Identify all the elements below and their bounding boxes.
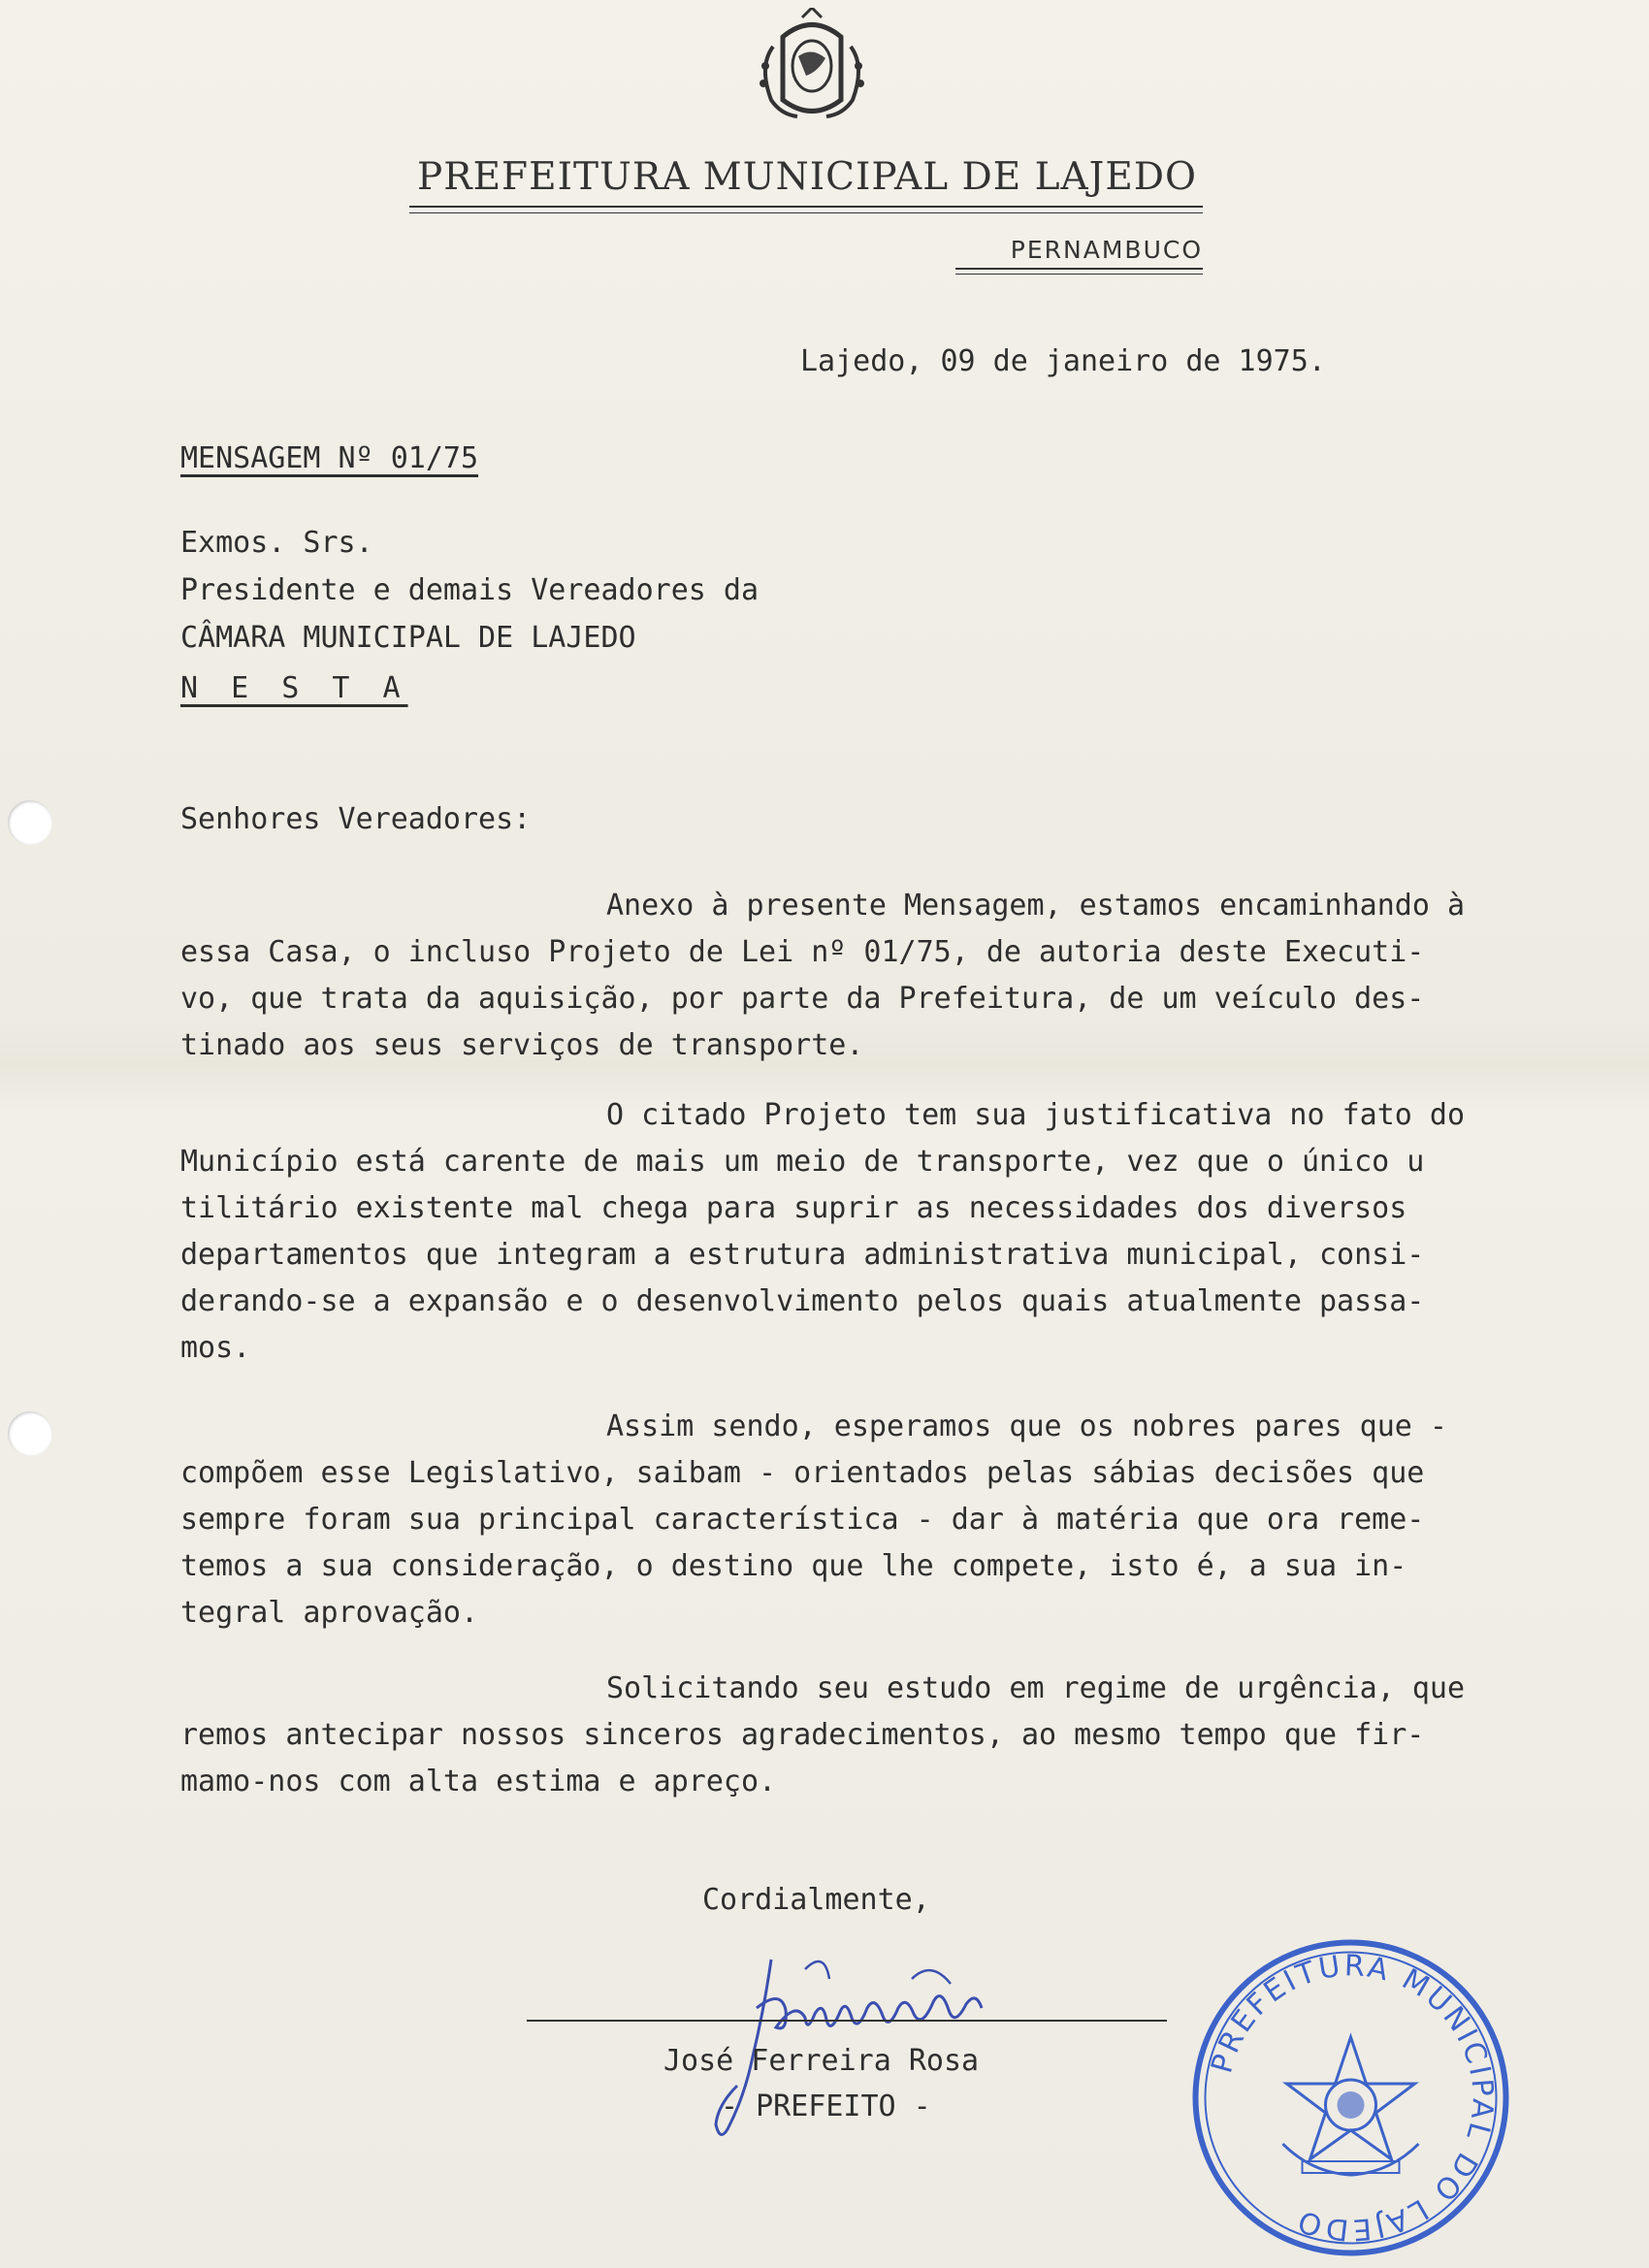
date-line: Lajedo, 09 de janeiro de 1975. [800,344,1326,378]
paragraph-1 [180,883,1558,1069]
letterhead-state: PERNAMBUCO [1010,236,1203,264]
state-rule [955,268,1203,270]
recipient-line-2: Presidente e demais Vereadores da [180,573,760,607]
punch-hole-bottom [8,1411,52,1456]
paragraph-3 [180,1404,1558,1636]
paragraph-4 [180,1666,1558,1805]
paragraph-line: departamentos que integram a estrutura administrativa municipal, consi- [180,1238,1425,1272]
state-rule-thin [955,274,1203,275]
municipal-stamp-seal [1188,1935,1513,2260]
paragraph-line: derando-se a expansão e o desenvolvimento pelos quais atualmente passa- [180,1284,1425,1318]
signer-name: José Ferreira Rosa [663,2044,980,2078]
paragraph-line: sempre foram sua principal característica - dar à matéria que ora reme- [180,1503,1425,1537]
letterhead-org-name: PREFEITURA MUNICIPAL DE LAJEDO [416,155,1198,199]
paragraph-line: Solicitando seu estudo em regime de urgência, que [606,1671,1466,1705]
paragraph-line: temos a sua consideração, o destino que lhe compete, isto é, a sua in- [180,1549,1407,1583]
signature-line [527,2020,1167,2022]
recipient-line-1: Exmos. Srs. [180,526,373,560]
signer-title: - PREFEITO - [721,2090,931,2123]
paragraph-line: tegral aprovação. [180,1596,479,1630]
paragraph-line: compõem esse Legislativo, saibam - orientados pelas sábias decisões que [180,1456,1425,1490]
letterhead-rule [409,206,1203,208]
paragraph-line: mamo-nos com alta estima e apreço. [180,1765,777,1798]
paragraph-line: tilitário existente mal chega para suprir as necessidades dos diversos [180,1191,1407,1225]
paragraph-line: vo, que trata da aquisição, por parte da Prefeitura, de um veículo des- [180,982,1425,1016]
paragraph-line: mos. [180,1331,251,1365]
paragraph-line: remos antecipar nossos sinceros agradecimentos, ao mesmo tempo que fir- [180,1718,1425,1752]
letterhead-rule-thin [409,212,1203,213]
message-number: MENSAGEM Nº 01/75 [180,441,479,475]
paragraph-line: Município está carente de mais um meio de transporte, vez que o único u [180,1145,1425,1179]
recipient-line-4: N E S T A [180,671,408,705]
paragraph-2 [180,1092,1558,1372]
paragraph-line: essa Casa, o incluso Projeto de Lei nº 01/75, de autoria deste Executi- [180,935,1425,969]
recipient-line-3: CÂMARA MUNICIPAL DE LAJEDO [180,621,636,655]
paragraph-line: O citado Projeto tem sua justificativa no fato do [606,1098,1466,1132]
paragraph-line: tinado aos seus serviços de transporte. [180,1028,864,1062]
seal-text: PREFEITURA MUNICIPAL DO LAJEDO [1205,1949,1500,2247]
punch-hole-top [8,800,52,845]
salutation: Senhores Vereadores: [180,802,532,836]
paragraph-line: Anexo à presente Mensagem, estamos encaminhando à [606,889,1466,923]
paragraph-line: Assim sendo, esperamos que os nobres pares que - [606,1409,1447,1443]
municipal-crest-icon [744,8,880,134]
closing: Cordialmente, [702,1883,930,1917]
